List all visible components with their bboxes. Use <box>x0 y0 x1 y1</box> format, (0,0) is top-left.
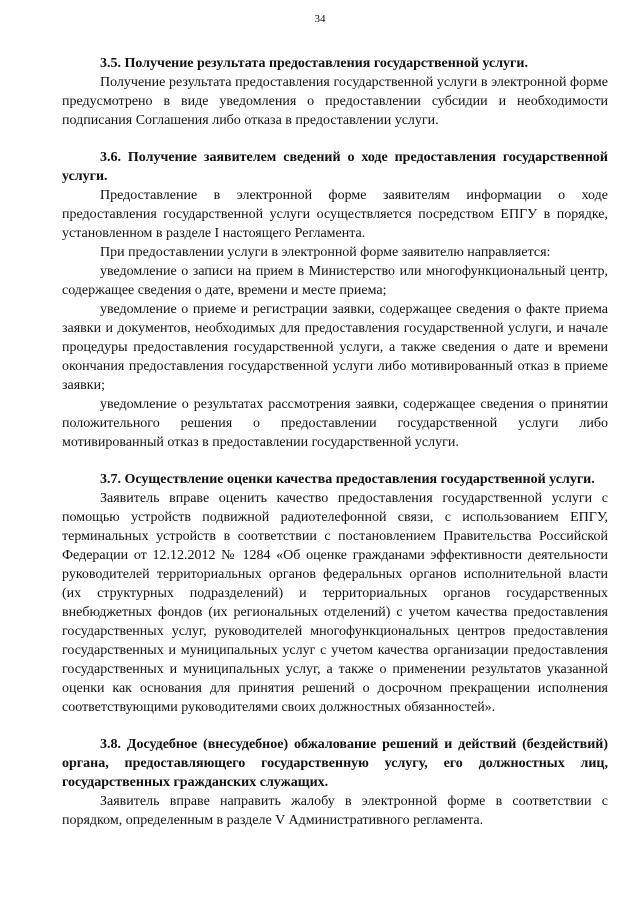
paragraph: При предоставлении услуги в электронной форме заявителю направляется: <box>100 245 551 260</box>
paragraph: Заявитель вправе направить жалобу в электронной форме в соответствии с порядком, определенным в разделе V Административного регламента. <box>62 794 608 828</box>
paragraph: уведомление о приеме и регистрации заявки, содержащее сведения о факте приема заявки и документов, необходимых для предоставления государственной услуги, и начале процедуры предоставления государственной услуги, а также сведения о дате и времени окончания предоставления государственной услуги либо мотивированный отказ в приеме заявки; <box>62 302 608 393</box>
page-number: 34 <box>314 13 326 25</box>
paragraph: Предоставление в электронной форме заявителям информации о ходе предоставления государственной услуги осуществляется посредством ЕПГУ в порядке, установленном в разделе I настоящего Регламента. <box>62 188 608 241</box>
paragraph: уведомление о записи на прием в Министерство или многофункциональный центр, содержащее сведения о дате, времени и месте приема; <box>62 264 608 298</box>
section-heading-3-5: 3.5. Получение результата предоставления государственной услуги. <box>100 56 528 71</box>
document-body <box>62 54 608 830</box>
paragraph: Заявитель вправе оценить качество предоставления государственной услуги с помощью устройств подвижной радиотелефонной связи, с использованием ЕПГУ, терминальных устройств в соответствии с постановлением Правительства Российской Федерации от 12.12.2012 № 1284 «Об оценке гражданами эффективности деятельности руководителей территориальных органов федеральных органов исполнительной власти (их структурных подразделений) и территориальных органов государственных внебюджетных фондов (их региональных отделений) с учетом качества предоставления государственных услуг, руководителей многофункциональных центров предоставления государственных и муниципальных услуг с учетом качества организации предоставления государственных и муниципальных услуг, а также о применении результатов указанной оценки как основания для принятия решений о досрочном прекращении исполнения соответствующими руководителями своих должностных обязанностей». <box>62 491 608 715</box>
section-heading-3-8: 3.8. Досудебное (внесудебное) обжалование решений и действий (бездействий) органа, предоставляющего государственную услугу, его должностных лиц, государственных гражданских служащих. <box>62 737 608 790</box>
section-heading-3-7: 3.7. Осуществление оценки качества предоставления государственной услуги. <box>100 472 595 487</box>
paragraph: Получение результата предоставления государственной услуги в электронной форме предусмотрено в виде уведомления о предоставлении субсидии и необходимости подписания Соглашения либо отказа в предоставлении услуги. <box>62 75 608 128</box>
paragraph: уведомление о результатах рассмотрения заявки, содержащее сведения о принятии положительного решения о предоставлении государственной услуги либо мотивированный отказ в предоставлении государственной услуги. <box>62 397 608 450</box>
section-heading-3-6: 3.6. Получение заявителем сведений о ходе предоставления государственной услуги. <box>62 150 608 184</box>
